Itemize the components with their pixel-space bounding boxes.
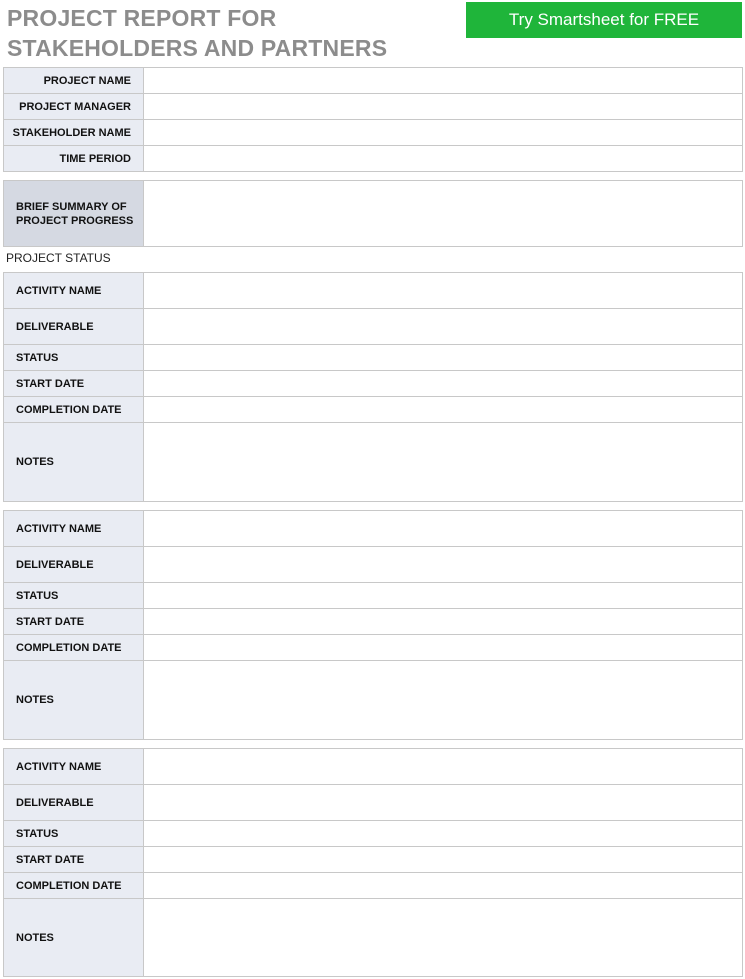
stakeholder-name-row [4,120,743,146]
start-date-label: START DATE [4,371,144,397]
summary-table [3,180,743,247]
completion-date-field[interactable] [144,397,743,423]
status-label: STATUS [4,821,144,847]
summary-label: BRIEF SUMMARY OF PROJECT PROGRESS [4,181,144,247]
deliverable-row [4,785,743,821]
try-smartsheet-button[interactable]: Try Smartsheet for FREE [466,2,742,38]
completion-date-row [4,635,743,661]
notes-row [4,661,743,740]
activity-table [3,272,743,502]
notes-field[interactable] [144,661,743,740]
start-date-field[interactable] [144,847,743,873]
deliverable-row [4,547,743,583]
completion-date-field[interactable] [144,635,743,661]
activity-name-label: ACTIVITY NAME [4,511,144,547]
project-status-heading: PROJECT STATUS [6,251,111,265]
notes-label: NOTES [4,423,144,502]
project-manager-row [4,94,743,120]
completion-date-label: COMPLETION DATE [4,873,144,899]
project-manager-field[interactable] [144,94,743,120]
time-period-row [4,146,743,172]
page-title: PROJECT REPORT FOR STAKEHOLDERS AND PARTNERS [7,5,388,61]
completion-date-label: COMPLETION DATE [4,635,144,661]
start-date-row [4,609,743,635]
activity-name-label: ACTIVITY NAME [4,273,144,309]
activity-name-row [4,273,743,309]
deliverable-field[interactable] [144,547,743,583]
time-period-field[interactable] [144,146,743,172]
status-label: STATUS [4,583,144,609]
status-row [4,583,743,609]
deliverable-label: DELIVERABLE [4,309,144,345]
notes-row [4,899,743,977]
deliverable-field[interactable] [144,785,743,821]
project-manager-label: PROJECT MANAGER [4,94,144,120]
completion-date-field[interactable] [144,873,743,899]
status-field[interactable] [144,583,743,609]
start-date-row [4,847,743,873]
status-field[interactable] [144,821,743,847]
project-name-label: PROJECT NAME [4,68,144,94]
stakeholder-name-field[interactable] [144,120,743,146]
deliverable-label: DELIVERABLE [4,547,144,583]
completion-date-label: COMPLETION DATE [4,397,144,423]
status-row [4,821,743,847]
deliverable-field[interactable] [144,309,743,345]
status-field[interactable] [144,345,743,371]
notes-field[interactable] [144,899,743,977]
activity-name-field[interactable] [144,511,743,547]
deliverable-label: DELIVERABLE [4,785,144,821]
start-date-field[interactable] [144,371,743,397]
status-label: STATUS [4,345,144,371]
activity-table [3,510,743,740]
start-date-label: START DATE [4,609,144,635]
summary-field[interactable] [144,181,743,247]
activity-name-row [4,749,743,785]
project-info-table [3,67,743,172]
project-name-field[interactable] [144,68,743,94]
summary-row [4,181,743,247]
activity-name-field[interactable] [144,273,743,309]
notes-field[interactable] [144,423,743,502]
start-date-label: START DATE [4,847,144,873]
project-name-row [4,68,743,94]
completion-date-row [4,873,743,899]
notes-label: NOTES [4,899,144,977]
completion-date-row [4,397,743,423]
notes-row [4,423,743,502]
activity-name-label: ACTIVITY NAME [4,749,144,785]
status-row [4,345,743,371]
start-date-row [4,371,743,397]
start-date-field[interactable] [144,609,743,635]
notes-label: NOTES [4,661,144,740]
stakeholder-name-label: STAKEHOLDER NAME [4,120,144,146]
activity-table [3,748,743,977]
activity-name-field[interactable] [144,749,743,785]
activity-name-row [4,511,743,547]
time-period-label: TIME PERIOD [4,146,144,172]
deliverable-row [4,309,743,345]
